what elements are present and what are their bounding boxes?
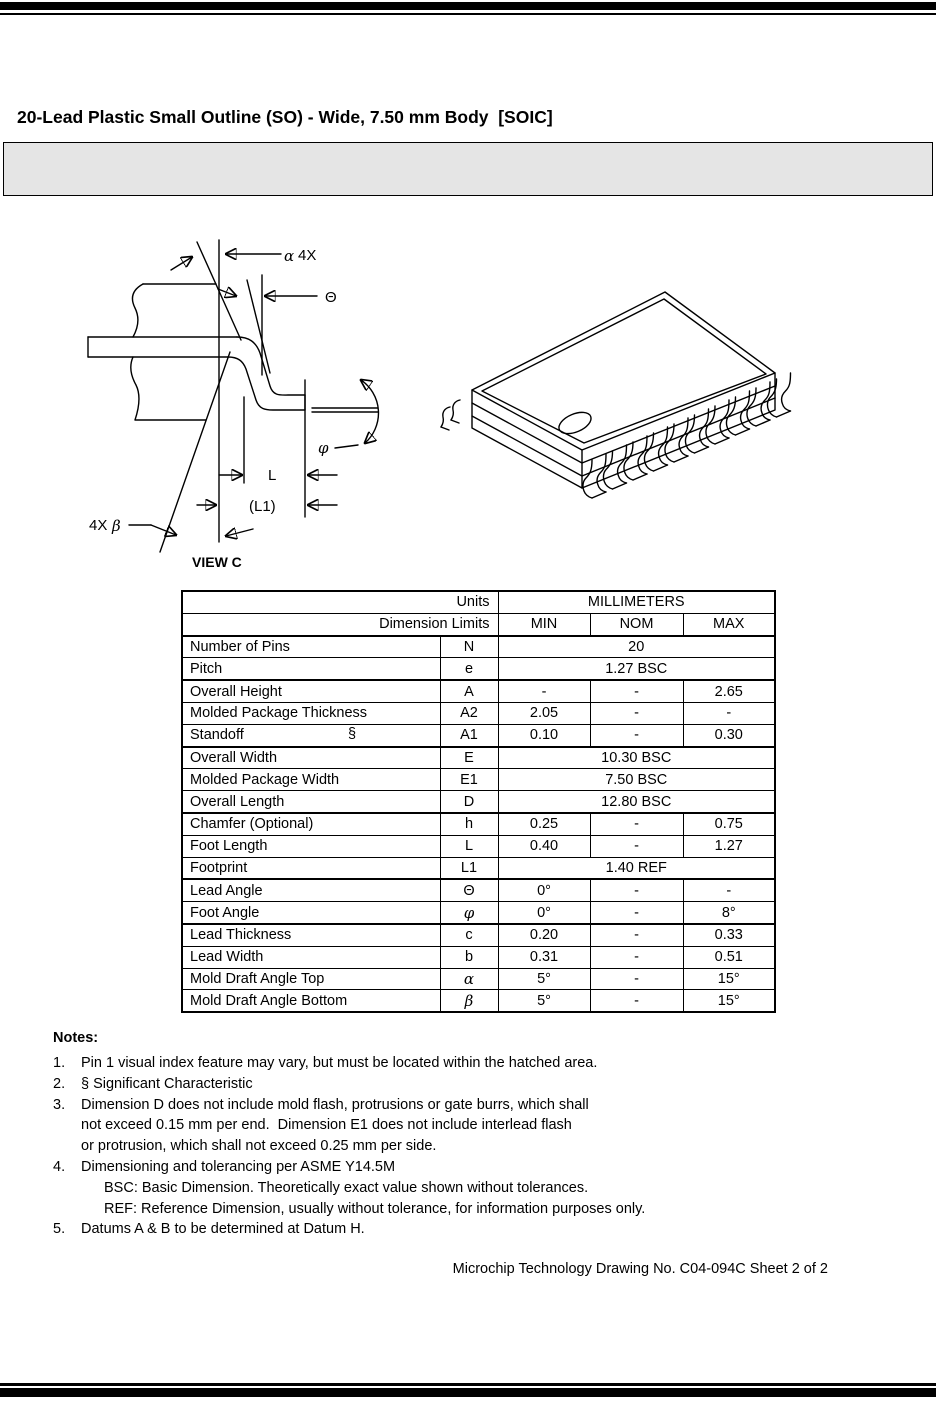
- theta-label: Θ: [325, 289, 337, 306]
- col-min: MIN: [498, 613, 590, 635]
- body-break-edge-upper: [132, 284, 143, 337]
- note-line: 3. Dimension D does not include mold flash, protrusions or gate burrs, which shall: [53, 1096, 589, 1113]
- note-line: 2. § Significant Characteristic: [53, 1075, 253, 1092]
- body-lower-block: [131, 357, 206, 420]
- beta-prefix-label: 4X: [89, 517, 108, 534]
- front-face-parting-line2: [582, 398, 775, 476]
- note-line: 1. Pin 1 visual index feature may vary, but must be located within the hatched area.: [53, 1055, 598, 1071]
- table-row: Footprint L1 1.40 REF: [182, 857, 775, 879]
- view-c-drawing: [85, 230, 425, 575]
- beta-label: β: [112, 517, 121, 535]
- table-row: Lead Thickness c 0.20 - 0.33: [182, 924, 775, 946]
- phi-leader: [335, 445, 358, 448]
- top-thin-rule: [0, 13, 936, 16]
- page-title: 20-Lead Plastic Small Outline (SO) - Wide, 7.50 mm Body [SOIC]: [17, 107, 553, 127]
- table-row: Number of Pins N 20: [182, 636, 775, 658]
- table-row: Foot Length L 0.40 - 1.27: [182, 835, 775, 857]
- notes-heading: Notes:: [53, 1030, 99, 1046]
- table-row: Mold Draft Angle Bottom β 5° - 15°: [182, 990, 775, 1012]
- alpha-label: α: [284, 247, 295, 265]
- note-line: 4. Dimensioning and tolerancing per ASME Y14.5M: [53, 1158, 396, 1175]
- table-row: Mold Draft Angle Top α 5° - 15°: [182, 968, 775, 990]
- note-line: not exceed 0.15 mm per end. Dimension E1 does not include interlead flash: [81, 1117, 572, 1134]
- note-line: 5. Datums A & B to be determined at Datum H.: [53, 1221, 365, 1238]
- table-row: Molded Package Width E1 7.50 BSC: [182, 769, 775, 791]
- limits-label: Dimension Limits: [182, 613, 498, 635]
- table-row-limits: [182, 613, 775, 635]
- units-value: MILLIMETERS: [498, 591, 775, 613]
- header-band: [3, 142, 933, 196]
- theta-slant-line: [247, 280, 270, 373]
- table-row: Standoff § A1 0.10 - 0.30: [182, 724, 775, 746]
- table-row: Molded Package Thickness A2 2.05 - -: [182, 702, 775, 724]
- notes-section: [53, 1030, 645, 1242]
- package-chamfer-line: [482, 299, 766, 443]
- table-row: Overall Height A - - 2.65: [182, 680, 775, 702]
- package-left-face: [472, 390, 582, 488]
- phi-label: φ: [318, 439, 329, 457]
- units-label: Units: [182, 591, 498, 613]
- table-row: Overall Length D 12.80 BSC: [182, 791, 775, 813]
- l1-dim-label: (L1): [249, 498, 276, 515]
- view-c-caption: VIEW C: [192, 554, 242, 570]
- bottom-thick-rule: [0, 1388, 936, 1397]
- table-row: Lead Angle Θ 0° - -: [182, 879, 775, 901]
- pin1-dimple: [556, 408, 594, 438]
- isometric-package-drawing: [430, 260, 830, 520]
- significant-characteristic-mark: §: [348, 725, 357, 742]
- col-max: MAX: [683, 613, 775, 635]
- table-row-units: [182, 591, 775, 613]
- note-line: or protrusion, which shall not exceed 0.25 mm per side.: [81, 1138, 437, 1155]
- left-face-parting-line2: [472, 416, 582, 476]
- top-thick-rule: [0, 2, 936, 10]
- l-dim-label: L: [268, 467, 277, 484]
- table-row: Foot Angle φ 0° - 8°: [182, 902, 775, 924]
- lead-inner-curve: [228, 357, 305, 410]
- table-row: Pitch e 1.27 BSC: [182, 658, 775, 680]
- beta-leader-arrow: [151, 525, 176, 535]
- table-row: Chamfer (Optional) h 0.25 - 0.75: [182, 813, 775, 835]
- dimension-table: [181, 590, 776, 1013]
- front-face-parting-line1: [582, 386, 775, 463]
- drawing-number-footer: Microchip Technology Drawing No. C04-094C Sheet 2 of 2: [452, 1261, 828, 1277]
- lead-outer-curve: [237, 337, 305, 395]
- table-row: Overall Width E 10.30 BSC: [182, 747, 775, 769]
- alpha-suffix-label: 4X: [298, 247, 317, 264]
- note-line: BSC: Basic Dimension. Theoretically exact value shown without tolerances.: [104, 1179, 589, 1196]
- note-line: REF: Reference Dimension, usually without tolerance, for information purposes only.: [104, 1200, 646, 1217]
- alpha-arrow: [171, 257, 192, 270]
- col-nom: NOM: [590, 613, 683, 635]
- bottom-thin-rule: [0, 1383, 936, 1386]
- table-row: Lead Width b 0.31 - 0.51: [182, 946, 775, 968]
- package-top-face: [472, 292, 775, 450]
- beta-angle-arrow: [226, 529, 253, 536]
